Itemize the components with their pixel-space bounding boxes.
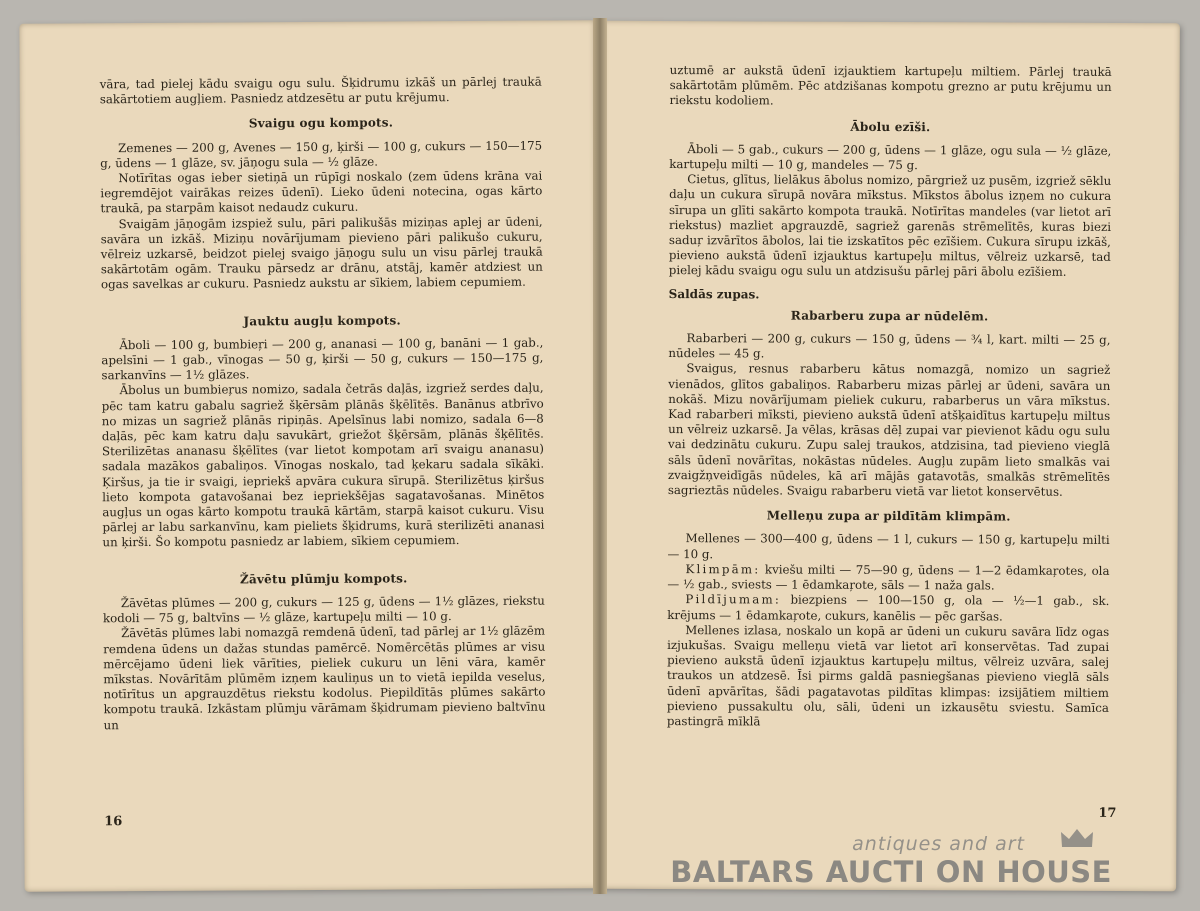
- sub-ingredients: [667, 592, 1109, 624]
- paragraph: Cietus, glītus, lielākus ābolus nomizo, pārgriež uz pusēm, izgriež sēklu daļu un cukura sīrupā novāra mīkstus. Mīkstos ābolus izņem no cukura sīrupa un glīti sakārto kompota traukā. Notīrītas mandeles (var lietot arī riekstus) mazliet apgrauzdē, sagriež garenās strēmelītēs, kuras biezi saduŗ izvārītos ābolos, lai tie izskatītos pēc ezīšiem. Cukura sīrupu izkāš, pievieno aukstā ūdenī izjauktus kartupeļu miltus, vēlreiz uzkarsē, tad pielej kādu svaigu ogu sulu un atdzisušu pārlej pāri ābolu ezīšiem.: [668, 172, 1112, 280]
- section-title: Ābolu ezīši.: [850, 119, 931, 134]
- left-page: [19, 20, 599, 891]
- sub-ingredients: [667, 562, 1109, 594]
- watermark-tagline: antiques and art: [852, 833, 1025, 855]
- section-title: Svaigu ogu kompots.: [248, 115, 394, 131]
- paragraph: Svaigus, resnus rabarberu kātus nomazgā, nomizo un sagriež vienādos, glītos gabaliņos. Rabarberu mizas pārlej ar ūdeni, savāra un nokāš. Mizu novārījumam pieliek cukuru, rabarberus un vāra mīkstus. Kad rabarberi mīksti, pievieno aukstā ūdenī atšķaidītus kartupeļu miltus un vēlreiz uzkarsē. Ja vēlas, krāsas dēļ zupai var pievienot kādu ogu sulu vai dedzinātu cukuru. Zupu salej traukos, atdzisina, tad pievieno vieglā sāls ūdenī novārītas, nokāstas nūdeles. Augļu zupām lieto smalkās vai zvaigžņveidīgās nūdeles, kā arī mājās gatavotās, smalkās strēmelītēs sagrieztās nūdeles. Svaigu rabarberu vietā var lietot konservētus.: [667, 361, 1111, 499]
- pildijumam-text: biezpiens — 100—150 g, ola — ½—1 gab., sk. krējums — 1 ēdamkaŗote, cukurs, kanēlis — pēc garšas.: [667, 592, 1110, 623]
- ingredients: Mellenes — 300—400 g, ūdens — 1 l, cukurs — 150 g, kartupeļu milti — 10 g.: [667, 531, 1110, 561]
- paragraph: uztumē ar aukstā ūdenī izjauktiem kartupeļu miltiem. Pārlej traukā sakārtotām plūmēm. Pēc atdzišanas kompotu grezno ar putu krējumu un riekstu kodoliem.: [669, 63, 1112, 108]
- ingredients: Zemenes — 200 g, Avenes — 150 g, ķirši — 100 g, cukurs — 150—175 g, ūdens — 1 glāze, sv. jāņogu sula — ½ glāze.: [100, 138, 543, 171]
- ingredients: Āboli — 5 gab., cukurs — 200 g, ūdens — 1 glāze, ogu sula — ½ glāze, kartupeļu milti — 10 g, mandeles — 75 g.: [669, 141, 1112, 173]
- paragraph: Mellenes izlasa, noskalo un kopā ar ūdeni un cukuru savāra līdz ogas izjukušas. Svaigu melleņu vietā var lietot arī konservētas. Tad zupai pievieno aukstā ūdenī izjauktus kartupeļu miltus, vēlreiz uzvāra, salej traukos un atdzesē. Īsi pirms galdā pasniegšanas pievieno vieglā sāls ūdenī apvārītas, šādi pagatavotas pildītas klimpas: izsijātiem miltiem pievieno pussakultu olu, sāli, ūdeni un izkausētu sviestu. Samīca pastingrā mīklā: [666, 622, 1110, 729]
- book-gutter: [593, 18, 607, 894]
- watermark-name: BALTARS AUCTI ON HOUSE: [670, 855, 1112, 889]
- paragraph: Žāvētās plūmes labi nomazgā remdenā ūdenī, tad pārlej ar 1½ glāzēm remdena ūdens un dažas stundas pamērcē. Nomērcētās plūmes ar visu mērcējamo ūdeni liek vārīties, pieliek cukuru un lēni vāra, kamēr mīkstas. Novārītām plūmēm izņem kauliņus un to vietā iepilda veselus, notīrītus un apgrauzdētus riekstu kodolus. Piepildītās plūmes sakārto kompotu traukā. Izkāstam plūmju vārāmam šķidrumam pievieno baltvīnu un: [103, 623, 546, 732]
- klimpam-text: kviešu milti — 75—90 g, ūdens — 1—2 ēdamkaŗotes, ola — ½ gab., sviests — 1 ēdamkaŗote, sāls — 1 naža gals.: [667, 562, 1110, 593]
- page-number: 16: [104, 814, 123, 830]
- pildijumam-label: Pildījumam:: [685, 592, 782, 607]
- paragraph: Svaigām jāņogām izspiež sulu, pāri palikušās miziņas aplej ar ūdeni, savāra un izkāš. Miziņu novārījumam pievieno pāri palikušo cukuru, vēlreiz uzkarsē, beidzot pielej svaigo jāņogu sulu un visu pārlej traukā sakārtotām ogām. Trauku pārsedz ar drānu, atstāj, kamēr atdziest un ogas savelkas ar cukuru. Pasniedz aukstu ar sīkiem, labiem cepumiem.: [100, 214, 543, 292]
- klimpam-label: Klimpām:: [685, 562, 761, 577]
- paragraph: Ābolus un bumbieŗus nomizo, sadala četrās daļās, izgriež serdes daļu, pēc tam katru gabalu sagriež šķērsām plānās šķēlītēs. Banānus atbrīvo no mizas un sagriež plānās ripiņās. Apelsīnus labi nomizo, sadala 6—8 daļās, pēc kam katru daļu savukārt, griežot šķērsām, plānās šķēlītēs. Sterilizētas ananasu šķēlītes (var lietot kompotam arī svaigu ananasu) sadala mazākos gabaliņos. Vīnogas noskalo, tad ķekaru sadala sīkāki. Ķiršus, ja tie ir svaigi, iepriekš apvāra cukura sīrupā. Sterilizētus ķiršus lieto kompota gatavošanai bez iepriekšējas sagatavošanas. Minētos augļus un ogas kārto kompotu traukā kārtām, starpā kaisot cukuru. Visu pārlej ar labu sarkanvīnu, kam pieliets šķidrums, kurā sterilizēti ananasi un ķirši. Šo kompotu pasniedz ar labiem, sīkiem cepumiem.: [101, 381, 545, 550]
- ingredients: Rabarberi — 200 g, cukurs — 150 g, ūdens — ¾ l, kart. milti — 25 g, nūdeles — 45 g.: [668, 331, 1111, 361]
- paragraph: Notīrītas ogas ieber sietiņā un rūpīgi noskalo (zem ūdens krāna vai iegremdējot vairākas reizes ūdenī). Lieko ūdeni notecina, ogas kārto traukā, pa starpām kaisot nedaudz cukuru.: [100, 168, 543, 216]
- right-column: [667, 63, 1112, 731]
- chapter-heading: Saldās zupas.: [668, 286, 760, 302]
- section-title: Melleņu zupa ar pildītām klimpām.: [766, 508, 1011, 524]
- paragraph: vāra, tad pielej kādu svaigu ogu sulu. Šķidrumu izkāš un pārlej traukā sakārtotiem augļiem. Pasniedz atdzesētu ar putu krējumu.: [99, 74, 542, 107]
- section-title: Rabarberu zupa ar nūdelēm.: [790, 308, 989, 324]
- ingredients: Āboli — 100 g, bumbieŗi — 200 g, ananasi — 100 g, banāni — 1 gab., apelsīni — 1 gab., vīnogas — 50 g, ķirši — 50 g, cukurs — 150—175 g, sarkanvīns — 1½ glāzes.: [101, 335, 544, 383]
- left-column: [100, 75, 546, 733]
- section-title: Žāvētu plūmju kompots.: [239, 571, 408, 587]
- page-number: 17: [1098, 805, 1117, 821]
- section-title: Jauktu augļu kompots.: [243, 313, 401, 329]
- crown-icon: [1059, 827, 1095, 851]
- ingredients: Žāvētas plūmes — 200 g, cukurs — 125 g, ūdens — 1½ glāzes, riekstu kodoli — 75 g, baltvīns — ½ glāze, kartupeļu milti — 10 g.: [102, 593, 545, 626]
- right-page: [599, 21, 1180, 892]
